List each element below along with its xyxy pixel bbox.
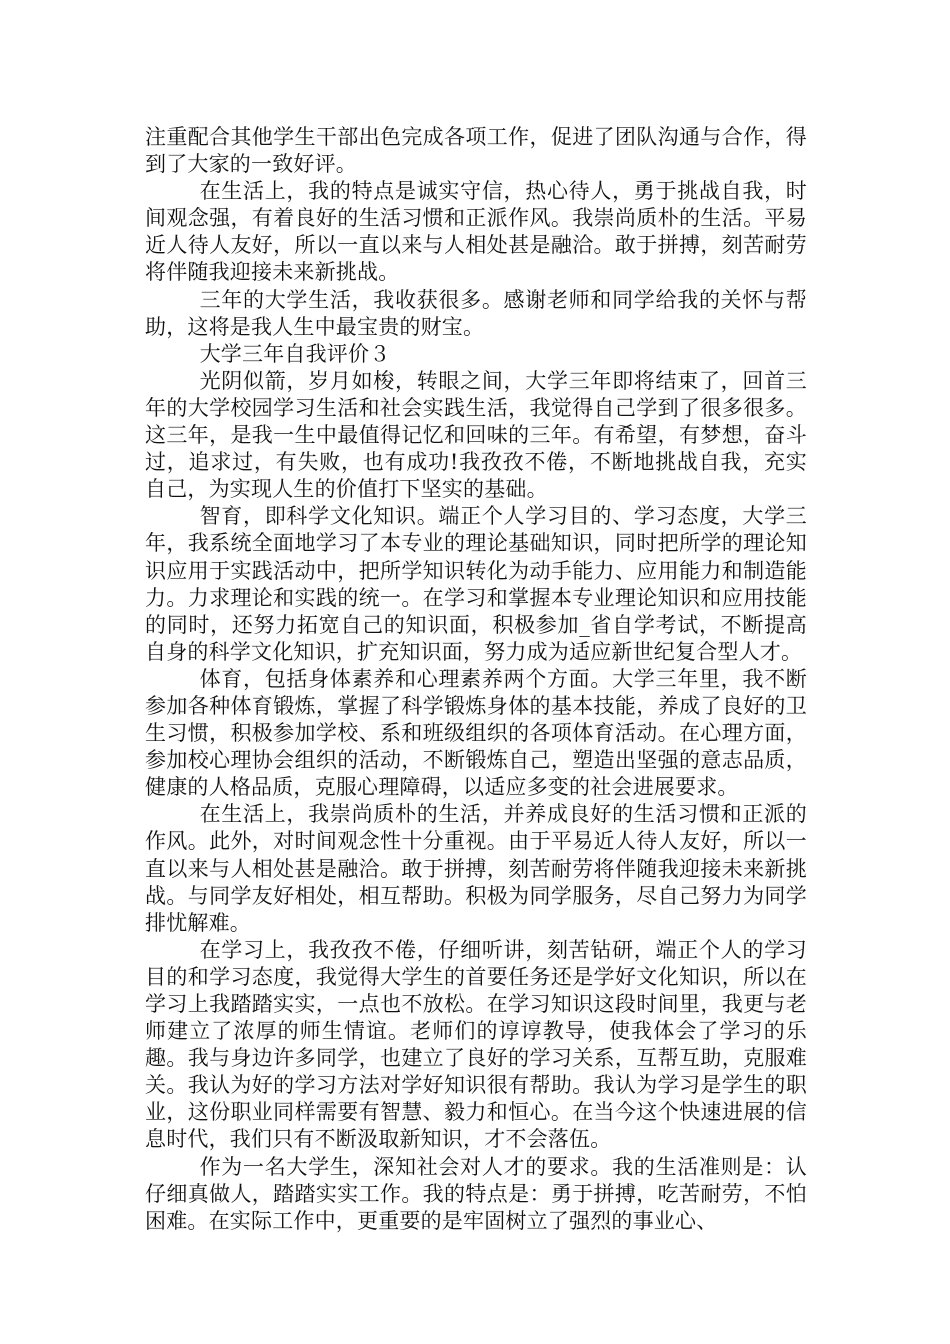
paragraph-study: 在学习上，我孜孜不倦，仔细听讲，刻苦钻研，端正个人的学习目的和学习态度，我觉得大学生的首要任务还是学好文化知识，所以在学习上我踏踏实实，一点也不放松。在学习知识这段时间里，我更与老师建立了浓厚的师生情谊。老师们的谆谆教导，使我体会了学习的乐趣。我与身边许多同学，也建立了良好的学习关系，互帮互助，克服难关。我认为好的学习方法对学好知识很有帮助。我认为学习是学生的职业，这份职业同样需要有智慧、毅力和恒心。在当今这个快速进展的信息时代，我们只有不断汲取新知识，才不会落伍。 xyxy=(145,937,807,1152)
paragraph-principles: 作为一名大学生，深知社会对人才的要求。我的生活准则是：认仔细真做人，踏踏实实工作。我的特点是：勇于拼搏，吃苦耐劳，不怕困难。在实际工作中，更重要的是牢固树立了强烈的事业心、 xyxy=(145,1154,807,1233)
paragraph-gratitude: 三年的大学生活，我收获很多。感谢老师和同学给我的关怀与帮助，这将是我人生中最宝贵的财宝。 xyxy=(145,287,807,339)
paragraph-teamwork: 注重配合其他学生干部出色完成各项工作，促进了团队沟通与合作，得到了大家的一致好评。 xyxy=(145,125,807,177)
paragraph-life: 在生活上，我崇尚质朴的生活，并养成良好的生活习惯和正派的作风。此外，对时间观念性十分重视。由于平易近人待人友好，所以一直以来与人相处甚是融洽。敢于拼搏，刻苦耐劳将伴随我迎接未来新挑战。与同学友好相处，相互帮助。积极为同学服务，尽自己努力为同学排忧解难。 xyxy=(145,802,807,935)
paragraph-intro: 光阴似箭，岁月如梭，转眼之间，大学三年即将结束了，回首三年的大学校园学习生活和社会实践生活，我觉得自己学到了很多很多。这三年，是我一生中最值得记忆和回味的三年。有希望，有梦想，奋斗过，追求过，有失败，也有成功!我孜孜不倦，不断地挑战自我，充实自己，为实现人生的价值打下坚实的基础。 xyxy=(145,368,807,502)
section-heading: 大学三年自我评价３ xyxy=(199,341,391,366)
paragraph-physical: 体育，包括身体素养和心理素养两个方面。大学三年里，我不断参加各种体育锻炼，掌握了科学锻炼身体的基本技能，养成了良好的卫生习惯，积极参加学校、系和班级组织的各项体育活动。在心理方面，参加校心理协会组织的活动，不断锻炼自己，塑造出坚强的意志品质，健康的人格品质，克服心理障碍，以适应多变的社会进展要求。 xyxy=(145,666,807,800)
paragraph-intellectual: 智育，即科学文化知识。端正个人学习目的、学习态度，大学三年，我系统全面地学习了本专业的理论基础知识，同时把所学的理论知识应用于实践活动中，把所学知识转化为动手能力、应用能力和制造能力。力求理论和实践的统一。在学习和掌握本专业理论知识和应用技能的同时，还努力拓宽自己的知识面，积极参加_省自学考试，不断提高自身的科学文化知识，扩充知识面，努力成为适应新世纪复合型人才。 xyxy=(145,504,807,664)
document-page xyxy=(145,124,807,1235)
paragraph-life-character: 在生活上，我的特点是诚实守信，热心待人，勇于挑战自我，时间观念强，有着良好的生活习惯和正派作风。我崇尚质朴的生活。平易近人待人友好，所以一直以来与人相处甚是融洽。敢于拼搏，刻苦耐劳将伴随我迎接未来新挑战。 xyxy=(145,179,807,285)
